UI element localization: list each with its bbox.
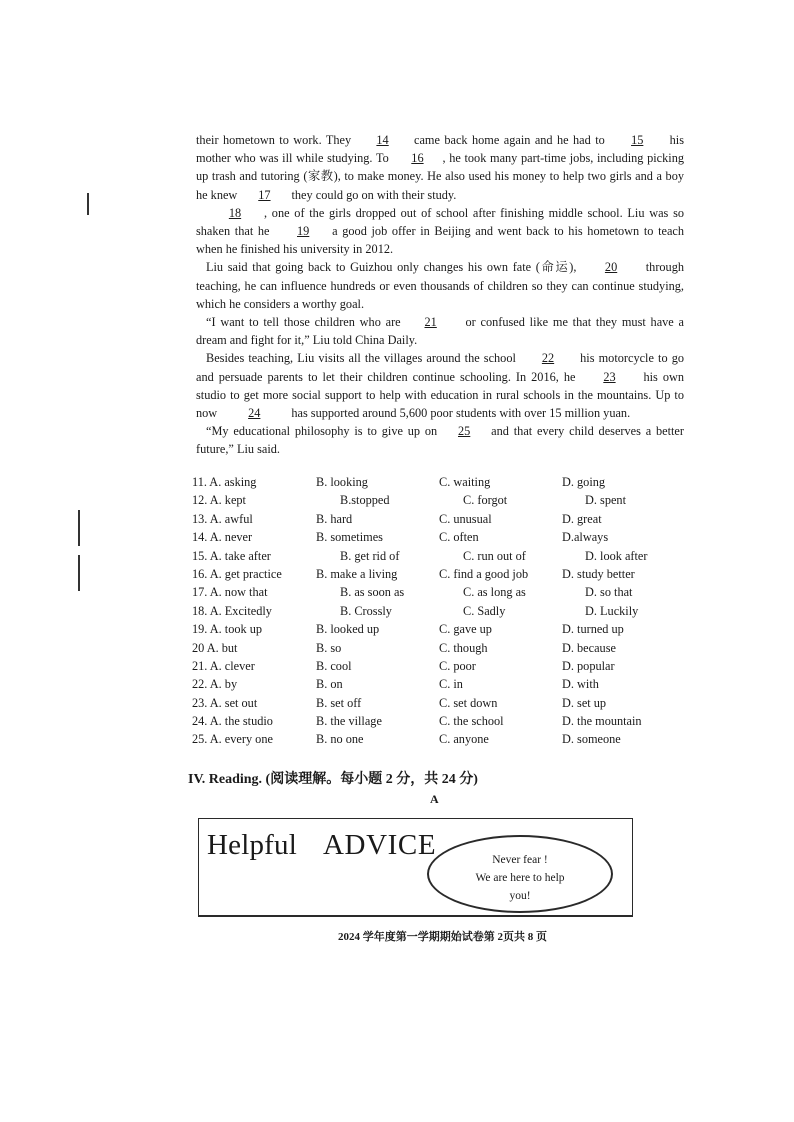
option-d: D. look after [585,548,648,563]
option-a: 20 A. but [192,640,238,655]
option-b: B. set off [316,695,362,710]
blank-22: 22 [541,351,555,366]
option-row-21 [192,659,692,677]
blank-14: 14 [376,133,389,147]
blank-24: 24 [248,406,261,421]
option-b: B. the village [316,714,382,729]
option-d: D. because [562,640,616,655]
option-c: C. find a good job [439,566,529,581]
option-b: B. looked up [316,622,380,637]
blank-19: 19 [297,224,310,239]
option-b: B. so [316,640,342,655]
passage-paragraph [196,258,684,313]
blank-20: 20 [604,260,618,275]
option-c: C. run out of [463,548,526,563]
option-c: C. set down [439,695,498,710]
option-a: 15. A. take after [192,548,271,563]
option-row-22 [192,677,692,695]
passage-paragraph [196,349,684,422]
option-a: 14. A. never [192,530,253,545]
passage-text: has supported around 5,600 poor students with over 15 million yuan. [291,406,631,421]
blank-21: 21 [424,315,437,330]
passage-text: or confused like me that they must have a dream and fight for it,” Liu told China Daily. [196,315,685,348]
option-b: B.stopped [340,493,390,508]
scan-mark [87,193,89,215]
option-b: B. get rid of [340,548,400,563]
option-a: 23. A. set out [192,695,258,710]
blank-23: 23 [603,369,616,384]
option-d: D. with [562,677,599,692]
banner-title-helpful: Helpful [207,829,297,861]
page-footer: 2024 学年度第一学期期始试卷第 2页共 8 页 [338,931,547,943]
passage-text: Besides teaching, Liu visits all the villages around the school [206,351,516,366]
option-c: C. often [439,530,479,545]
option-d: D. popular [562,658,615,673]
option-b: B. hard [316,511,353,526]
passage-text: , he took many part-time jobs, including picking up trash and tutoring (家教), to make money. He also used his money to help two girls and a boy he knew [196,151,685,202]
option-row-14 [192,530,692,548]
option-b: B. sometimes [316,530,383,545]
bubble-line: you! [509,890,531,902]
passage-text: his mother who was ill while studying. To [196,133,685,166]
option-c: C. unusual [439,511,492,526]
speech-bubble [427,835,613,913]
option-row-16 [192,567,692,585]
option-d: D. spent [585,493,626,508]
helpful-advice-banner [198,818,633,917]
option-a: 11. A. asking [192,475,257,489]
option-c: C. gave up [439,622,492,637]
option-c: C. the school [439,714,504,729]
option-c: C. poor [439,658,476,673]
option-c: C. Sadly [463,603,506,618]
option-c: C. as long as [463,585,526,600]
option-row-12 [192,493,692,511]
banner-title-advice: ADVICE [323,829,437,861]
option-row-20 [192,641,692,659]
passage-paragraph [196,204,684,259]
option-d: D. set up [562,695,607,710]
option-row-24 [192,714,692,732]
scan-mark [78,555,80,591]
option-row-25 [192,732,692,750]
option-d: D. going [562,475,606,489]
option-row-18 [192,604,692,622]
passage-text: and that every child deserves a better future,” Liu said. [196,424,684,457]
option-a: 22. A. by [192,677,238,692]
option-row-13 [192,512,692,530]
option-a: 24. A. the studio [192,714,273,729]
option-b: B. cool [316,658,352,673]
option-a: 16. A. get practice [192,566,282,581]
blank-16: 16 [411,151,424,166]
blank-15: 15 [631,133,644,147]
passage-paragraph [196,131,684,204]
option-b: B. no one [316,732,364,747]
option-c: C. forgot [463,493,508,508]
option-row-11 [192,475,692,493]
option-a: 13. A. awful [192,511,253,526]
option-row-15 [192,549,692,567]
option-d: D. study better [562,566,635,581]
passage-paragraph [196,422,684,458]
passage-paragraph [196,313,684,349]
option-d: D. great [562,511,602,526]
option-b: B. Crossly [340,603,392,618]
option-b: B. on [316,677,343,692]
option-a: 21. A. clever [192,658,255,673]
passage-text: “My educational philosophy is to give up on [206,424,438,439]
blank-18: 18 [228,205,242,220]
option-b: B. as soon as [340,585,405,600]
answer-options [192,475,692,751]
option-row-19 [192,622,692,640]
option-c: C. anyone [439,732,489,747]
passage-text: their hometown to work. They [196,133,352,147]
passage-text: a good job offer in Beijing and went back to his hometown to teach when he finished his university in 2012. [196,224,685,257]
option-a: 18. A. Excitedly [192,603,272,618]
passage-text: “I want to tell those children who are [206,315,401,330]
option-c: C. though [439,640,488,655]
option-c: C. in [439,677,463,692]
scan-mark [78,510,80,546]
passage-text: through teaching, he can influence hundreds or even thousands of children so they can continue studying, which he considers a worthy goal. [196,260,685,311]
passage-text: they could go on with their study. [291,187,457,202]
option-d: D. turned up [562,622,624,637]
option-d: D.always [562,530,609,545]
passage-text: Liu said that going back to Guizhou only changes his own fate (命运), [206,260,577,275]
option-d: D. someone [562,732,621,747]
option-b: B. looking [316,475,368,489]
passage-text: , one of the girls dropped out of school after finishing middle school. Liu was so shaken that he [196,205,684,239]
cloze-passage [196,131,684,459]
option-d: D. Luckily [585,603,639,618]
option-row-17 [192,585,692,603]
option-a: 25. A. every one [192,732,273,747]
passage-text: his own studio to get more social support to help with education in rural schools in the mountains. Up to now [196,369,685,421]
option-d: D. the mountain [562,714,642,729]
blank-17: 17 [258,187,271,202]
option-c: C. waiting [439,475,491,489]
bubble-line: Never fear ! [492,854,548,866]
passage-text: came back home again and he had to [414,133,605,147]
bubble-line: We are here to help [475,872,565,884]
option-a: 19. A. took up [192,622,263,637]
section-title: IV. Reading. (阅读理解。每小题 2 分，共 24 分) [188,772,478,787]
option-a: 17. A. now that [192,585,268,600]
passage-text: his motorcycle to go and persuade parents to let their children continue schooling. In 2016, he [196,351,685,384]
option-b: B. make a living [316,566,398,581]
part-label: A [430,792,439,806]
option-d: D. so that [585,585,633,600]
option-row-23 [192,696,692,714]
option-a: 12. A. kept [192,493,246,508]
blank-25: 25 [458,424,471,439]
